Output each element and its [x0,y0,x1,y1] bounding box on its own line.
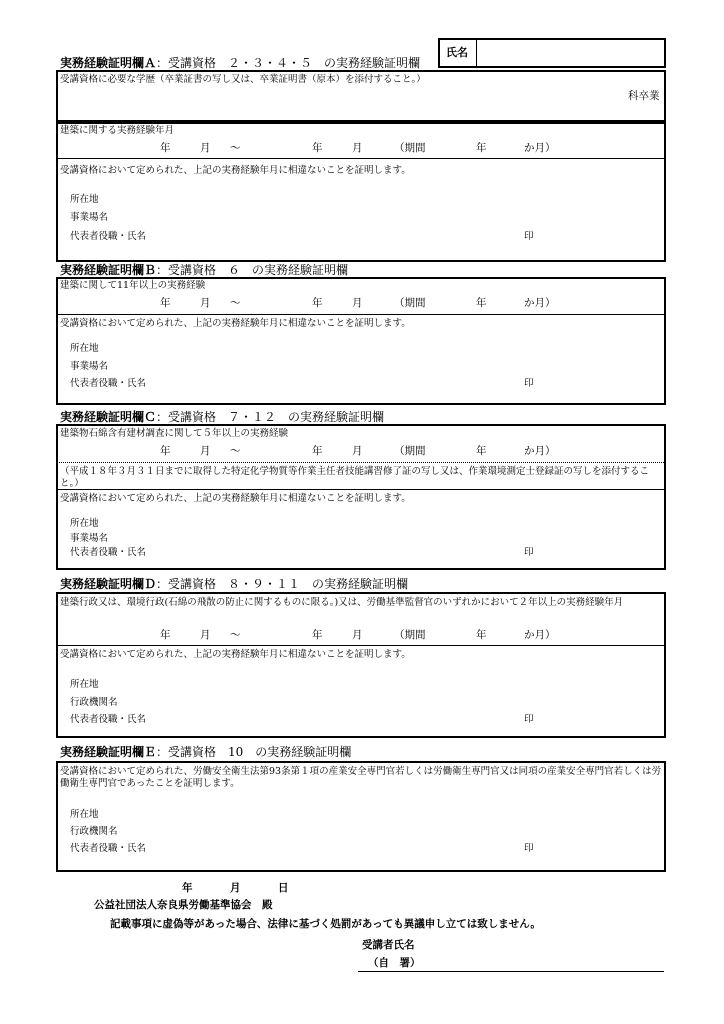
section-a-certify: 受講資格において定められた、上記の実務経験年月に相違ないことを証明します。 [60,165,411,176]
section-d-box [56,592,666,738]
section-e-rep-label: 代表者役職・氏名 [70,843,147,854]
section-b-office-label: 事業場名 [70,361,109,372]
section-b-title: 実務経験証明欄Ｂ：受講資格 ６ の実務経験証明欄 [60,263,349,277]
section-a-divider [56,158,666,159]
section-d-certify: 受講資格において定められた、上記の実務経験年月に相違ないことを証明します。 [60,649,411,660]
section-b-location-label: 所在地 [70,343,99,354]
section-d-rep-label: 代表者役職・氏名 [70,714,147,725]
section-e-location-label: 所在地 [70,809,99,820]
footer-declaration: 記載事項に虚偽等があった場合、法律に基づく処罰があっても異議申し立ては致しません。 [110,918,541,930]
section-c-certify: 受講資格において定められた、上記の実務経験年月に相違ないことを証明します。 [60,493,411,504]
footer-signature-label: （自 署） [368,957,421,969]
section-d-location-label: 所在地 [70,679,99,690]
footer-signature-line[interactable] [358,971,664,972]
section-a-education-field[interactable] [60,88,620,116]
section-c-office-label: 事業場名 [70,533,109,544]
section-d-agency-label: 行政機関名 [70,697,118,708]
section-a-title: 実務経験証明欄Ａ：受講資格 ２・３・４・５ の実務経験証明欄 [60,56,421,70]
footer-applicant-label: 受講者氏名 [362,939,415,951]
section-a-location-label: 所在地 [70,194,99,205]
section-e-title: 実務経験証明欄Ｅ：受講資格 10 の実務経験証明欄 [60,745,352,759]
section-a-seal: 印 [524,231,534,242]
section-b-seal: 印 [524,378,534,389]
section-a-education-note: 受講資格に必要な学歴（卒業証書の写し又は、卒業証明書（原本）を添付すること。） [60,74,426,85]
name-label: 氏名 [446,46,468,59]
section-e-seal: 印 [524,843,534,854]
section-e-agency-label: 行政機関名 [70,826,118,837]
section-b-exp-label: 建築に関して11年以上の実務経験 [60,280,206,291]
section-d-exp-label: 建築行政又は、環境行政(石綿の飛散の防止に関するものに限る。)又は、労働基準監督官のいずれかにおいて２年以上の実務経験年月 [60,597,624,608]
section-d-divider [56,645,666,646]
section-d-title: 実務経験証明欄Ｄ：受講資格 ８・９・１１ の実務経験証明欄 [60,577,409,591]
section-b-rep-label: 代表者役職・氏名 [70,378,147,389]
section-e-statement: 受講資格において定められた、労働安全衛生法第93条第１項の産業安全専門官若しくは労働衛生専門官又は同項の産業安全専門官若しくは労働衛生専門官であったことを証明します。 [60,766,662,789]
section-c-note: （平成１８年３月３１日までに取得した特定化学物質等作業主任者技能講習修了証の写し又は、作業環境測定士登録証の写しを添付すること。） [60,466,650,489]
section-a-grad-label: 科卒業 [628,90,660,102]
section-c-title: 実務経験証明欄Ｃ：受講資格 ７・１２ の実務経験証明欄 [60,410,385,424]
section-b-certify: 受講資格において定められた、上記の実務経験年月に相違ないことを証明します。 [60,318,411,329]
section-d-seal: 印 [524,714,534,725]
section-c-exp-label: 建築物石綿含有建材調査に関して５年以上の実務経験 [60,428,289,439]
name-box [438,38,666,68]
name-field[interactable] [478,40,664,66]
footer-addressee: 公益社団法人奈良県労働基準協会 殿 [94,899,273,911]
section-c-rep-label: 代表者役職・氏名 [70,547,147,558]
section-a-rep-label: 代表者役職・氏名 [70,231,147,242]
section-c-location-label: 所在地 [70,518,99,529]
section-c-dotted-divider [56,462,666,463]
section-a-exp-label: 建築に関する実務経験年月 [60,125,175,136]
section-a-office-label: 事業場名 [70,212,109,223]
section-b-divider [56,314,666,315]
section-c-divider [56,489,666,490]
section-c-seal: 印 [524,547,534,558]
